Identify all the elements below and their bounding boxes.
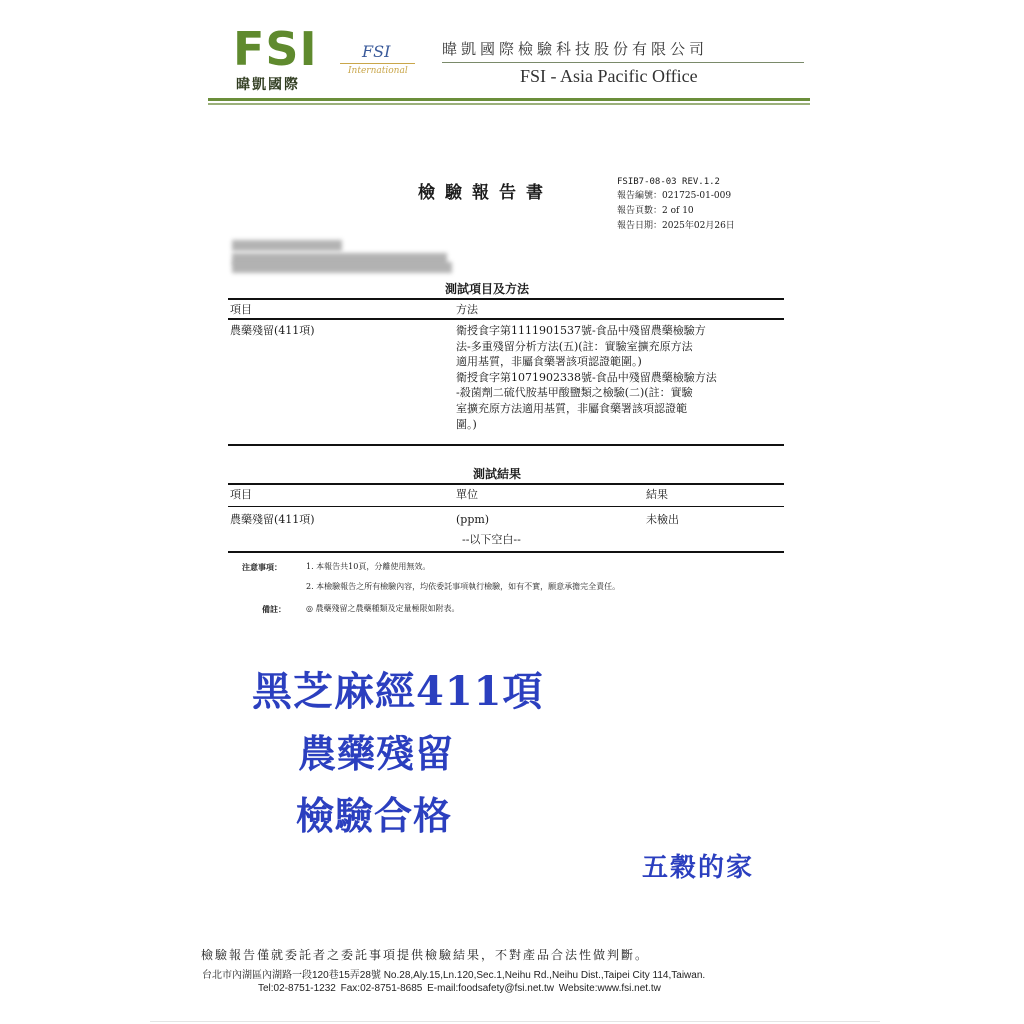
letterhead-rule-secondary <box>208 103 810 105</box>
results-header-result: 結果 <box>646 488 668 501</box>
report-number: 報告編號：021725-01-009 <box>617 191 732 201</box>
page-bottom-edge <box>150 1021 880 1022</box>
blank-below-note: --以下空白-- <box>462 533 521 546</box>
table-rule <box>228 298 784 300</box>
footer-disclaimer: 檢驗報告僅就委託者之委託事項提供檢驗結果，不對產品合法性做判斷。 <box>201 948 650 962</box>
table-rule <box>228 551 784 553</box>
redacted-client-address-2 <box>232 262 452 273</box>
results-header-item: 項目 <box>230 488 252 501</box>
footer-contact: Tel:02-8751-1232 Fax:02-8751-8685 E-mail:foodsafety@fsi.net.tw Website:www.fsi.net.tw <box>258 983 661 994</box>
company-name-en: FSI - Asia Pacific Office <box>520 66 698 86</box>
footer-address: 台北市內湖區內湖路一段120巷15弄28號 No.28,Aly.15,Ln.120,Sec.1,Neihu Rd.,Neihu Dist.,Taipei City 114,Taiwan. <box>202 970 706 981</box>
remark-text: ◎ 農藥殘留之農藥種類及定量極限如附表。 <box>306 604 460 613</box>
table-rule <box>228 318 784 320</box>
column-header-item: 項目 <box>230 303 252 316</box>
note-2: 2. 本檢驗報告之所有檢驗內容，均依委託事項執行檢驗，如有不實，願意承擔完全責任。 <box>306 582 621 591</box>
company-name-divider <box>442 62 804 63</box>
report-page-count: 報告頁數：2 of 10 <box>617 206 694 216</box>
stamp-line-pesticide: 農藥殘留 <box>298 731 455 776</box>
fsi-logo-subtitle: 暐凱國際 <box>236 77 300 93</box>
remark-label: 備註： <box>262 604 286 614</box>
table-rule <box>228 506 784 507</box>
test-items-section-title: 測試項目及方法 <box>445 282 530 296</box>
fsi-international-logo: FSI <box>362 42 391 61</box>
results-section-title: 測試結果 <box>473 467 522 481</box>
stamp-signature: 五穀的家 <box>642 853 755 883</box>
note-1: 1. 本報告共10頁，分離使用無效。 <box>306 562 431 571</box>
redacted-client-name <box>232 240 342 251</box>
table-rule <box>228 483 784 485</box>
letterhead-rule <box>208 98 810 101</box>
stamp-line-sesame: 黑芝麻經411項 <box>252 668 544 715</box>
stamp-line-passed: 檢驗合格 <box>296 793 453 838</box>
column-header-method: 方法 <box>456 303 478 316</box>
test-method-description: 衛授食字第1111901537號-食品中殘留農藥檢驗方 法-多重殘留分析方法(五)(註：實驗室擴充原方法 適用基質，非屬食藥署該項認證範圍。) 衛授食字第1071902338號-食品中殘留農藥檢驗方法 -殺菌劑二硫代胺基甲酸鹽類之檢驗(二)(註：實驗 室擴充原方法適用基質，非屬食藥署該項認證範 圍。) <box>456 324 717 431</box>
form-code: FSIB7-08-03 REV.1.2 <box>617 177 720 187</box>
table-rule <box>228 444 784 446</box>
results-header-unit: 單位 <box>456 488 478 501</box>
fsi-international-subtitle: International <box>348 66 408 76</box>
result-item-name: 農藥殘留(411項) <box>230 513 315 526</box>
result-value: 未檢出 <box>646 513 679 526</box>
result-unit: (ppm) <box>456 513 490 526</box>
intl-logo-swoosh <box>340 63 415 64</box>
test-item-name: 農藥殘留(411項) <box>230 324 315 337</box>
report-date: 報告日期：2025年02月26日 <box>617 221 735 231</box>
company-name-zh: 暐凱國際檢驗科技股份有限公司 <box>442 40 709 58</box>
report-title: 檢驗報告書 <box>418 183 553 203</box>
fsi-logo: FSI <box>233 22 318 76</box>
notes-label: 注意事項： <box>242 562 282 572</box>
